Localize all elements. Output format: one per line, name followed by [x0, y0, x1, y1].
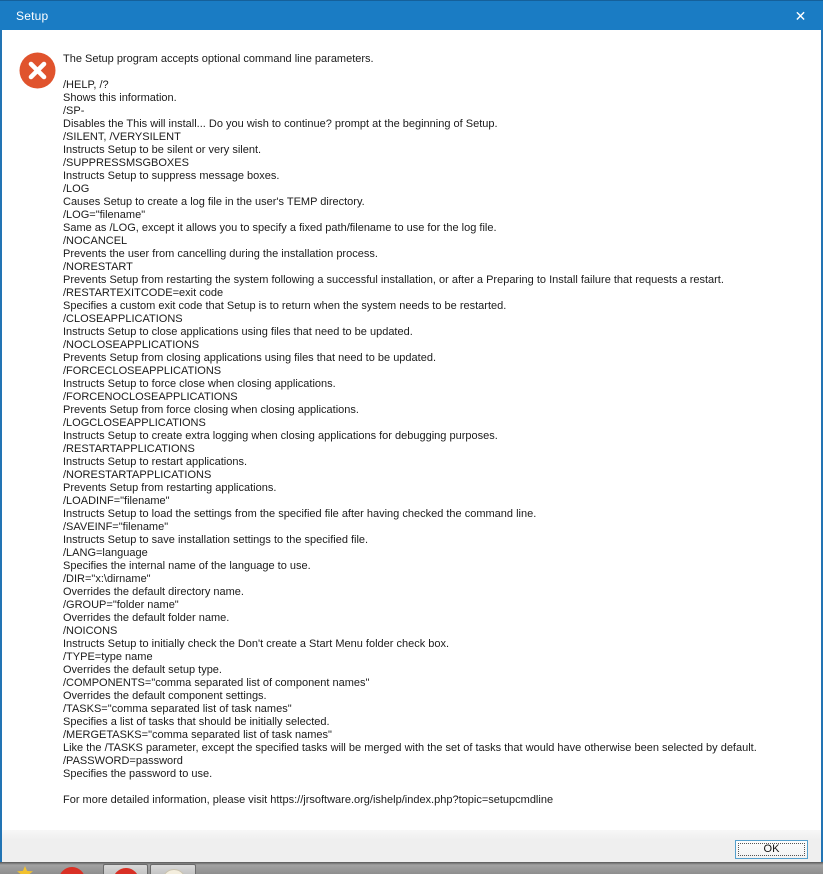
title-bar[interactable]	[0, 0, 823, 30]
message-line: Specifies the password to use.	[63, 768, 213, 780]
message-line: /LOADINF="filename"	[63, 495, 170, 507]
message-line: Instructs Setup to initially check the Don't create a Start Menu folder check box.	[63, 638, 450, 650]
error-icon	[19, 52, 56, 89]
message-line: /SP-	[63, 105, 85, 117]
message-line: Overrides the default component settings.	[63, 690, 267, 702]
message-line: /SAVEINF="filename"	[63, 521, 169, 533]
message-line	[63, 781, 817, 794]
message-line: /LOG	[63, 183, 90, 195]
message-line: /TASKS="comma separated list of task names"	[63, 703, 292, 715]
message-line: For more detailed information, please visit https://jrsoftware.org/ishelp/index.php?topic=setupcmdline	[63, 794, 554, 806]
message-line: Overrides the default folder name.	[63, 612, 230, 624]
message-line: The Setup program accepts optional command line parameters.	[63, 53, 374, 65]
close-button[interactable]	[778, 1, 823, 31]
message-line: /NOICONS	[63, 625, 118, 637]
message-line: Prevents Setup from restarting the system following a successful installation, or after a Preparing to Install failure that requests a restart.	[63, 274, 724, 286]
message-line: Shows this information.	[63, 92, 177, 104]
message-line: Prevents Setup from closing applications using files that need to be updated.	[63, 352, 437, 364]
red-app-icon	[113, 868, 139, 874]
window-title: Setup	[16, 8, 49, 23]
message-line: /CLOSEAPPLICATIONS	[63, 313, 183, 325]
red-app-icon[interactable]	[59, 867, 85, 874]
message-line: /TYPE=type name	[63, 651, 153, 663]
message-line: /FORCENOCLOSEAPPLICATIONS	[63, 391, 238, 403]
message-line: Specifies the internal name of the language to use.	[63, 560, 311, 572]
message-line: Prevents the user from cancelling during the installation process.	[63, 248, 378, 260]
taskbar-button[interactable]	[150, 864, 196, 874]
message-line: Prevents Setup from restarting applications.	[63, 482, 277, 494]
message-line: Instructs Setup to create extra logging when closing applications for debugging purposes.	[63, 430, 498, 442]
message-line: Instructs Setup to suppress message boxes.	[63, 170, 280, 182]
taskbar-button[interactable]	[103, 864, 148, 874]
message-line: /RESTARTEXITCODE=exit code	[63, 287, 224, 299]
message-line: /NOCANCEL	[63, 235, 128, 247]
message-line: /DIR="x:\dirname"	[63, 573, 151, 585]
message-line: Overrides the default directory name.	[63, 586, 244, 598]
close-icon: ✕	[794, 8, 807, 24]
button-bar	[2, 830, 821, 862]
message-line: /HELP, /?	[63, 79, 109, 91]
message-line: /NORESTART	[63, 261, 133, 273]
taskbar	[0, 862, 823, 874]
message-line: /FORCECLOSEAPPLICATIONS	[63, 365, 222, 377]
message-line: Instructs Setup to load the settings from the specified file after having checked the command line.	[63, 508, 537, 520]
message-line: Instructs Setup to force close when closing applications.	[63, 378, 336, 390]
message-line: /PASSWORD=password	[63, 755, 183, 767]
message-line: Same as /LOG, except it allows you to specify a fixed path/filename to use for the log file.	[63, 222, 497, 234]
message-line: /SILENT, /VERYSILENT	[63, 131, 181, 143]
light-app-icon	[162, 869, 186, 874]
message-line: /SUPPRESSMSGBOXES	[63, 157, 189, 169]
message-line: /NORESTARTAPPLICATIONS	[63, 469, 212, 481]
message-line: Specifies a custom exit code that Setup is to return when the system needs to be restarted.	[63, 300, 507, 312]
message-line	[63, 66, 817, 79]
message-line: Specifies a list of tasks that should be initially selected.	[63, 716, 330, 728]
message-line: Overrides the default setup type.	[63, 664, 222, 676]
message-line: Instructs Setup to close applications using files that need to be updated.	[63, 326, 413, 338]
message-line: /RESTARTAPPLICATIONS	[63, 443, 195, 455]
message-line: Like the /TASKS parameter, except the specified tasks will be merged with the set of tasks that would have otherwise been selected by default.	[63, 742, 757, 754]
message-line: Causes Setup to create a log file in the user's TEMP directory.	[63, 196, 365, 208]
message-line: /GROUP="folder name"	[63, 599, 179, 611]
star-icon[interactable]	[17, 866, 33, 874]
message-line: Instructs Setup to restart applications.	[63, 456, 248, 468]
message-line: /NOCLOSEAPPLICATIONS	[63, 339, 200, 351]
message-line: Prevents Setup from force closing when closing applications.	[63, 404, 359, 416]
dialog-body	[2, 30, 821, 830]
message-line: /LOG="filename"	[63, 209, 146, 221]
message-text	[63, 53, 817, 807]
ok-button[interactable]: OK	[735, 840, 808, 859]
message-line: Instructs Setup to be silent or very silent.	[63, 144, 262, 156]
message-line: /LOGCLOSEAPPLICATIONS	[63, 417, 206, 429]
message-line: /LANG=language	[63, 547, 148, 559]
message-line: Instructs Setup to save installation settings to the specified file.	[63, 534, 369, 546]
message-line: /COMPONENTS="comma separated list of component names"	[63, 677, 370, 689]
message-line: /MERGETASKS="comma separated list of task names"	[63, 729, 332, 741]
message-line: Disables the This will install... Do you wish to continue? prompt at the beginning of Setup.	[63, 118, 498, 130]
